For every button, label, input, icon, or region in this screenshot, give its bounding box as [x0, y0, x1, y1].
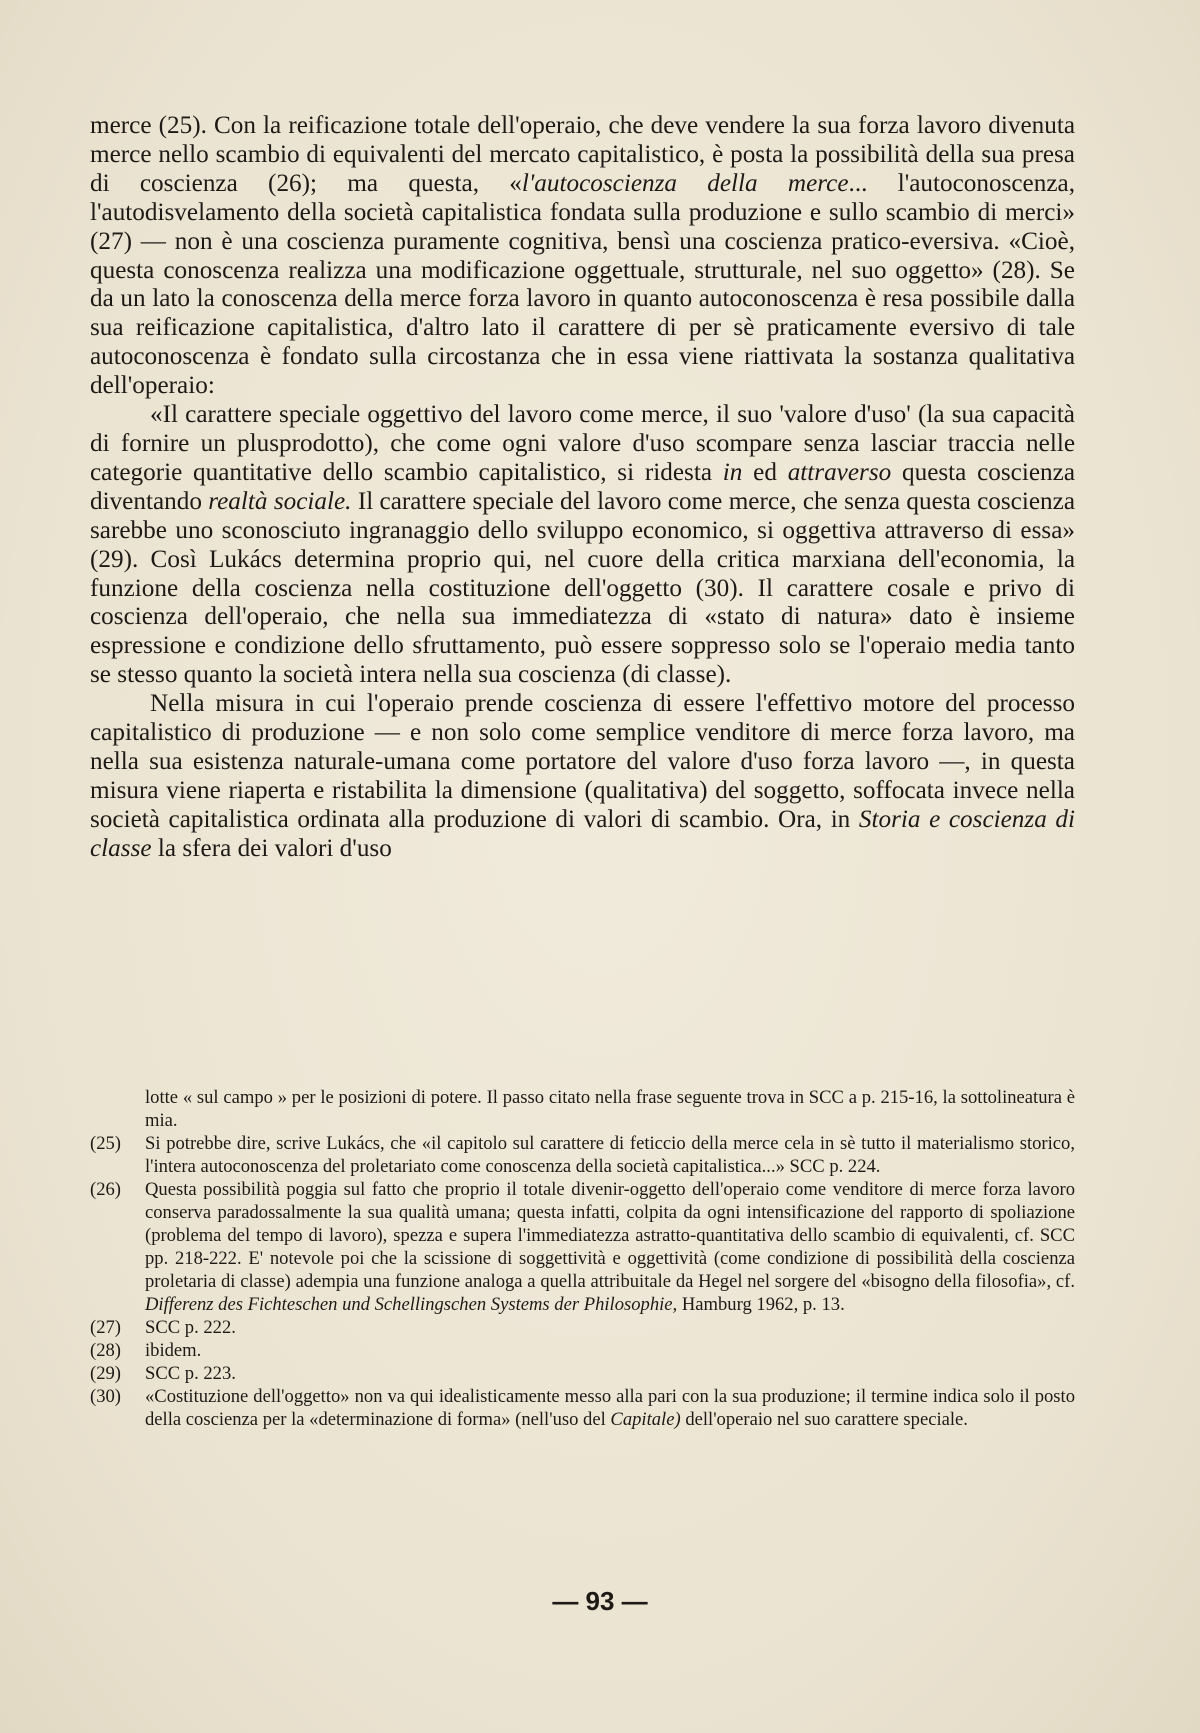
footnote-number: (30) — [90, 1386, 121, 1407]
book-title: Capitale) — [610, 1409, 681, 1430]
footnotes — [90, 1086, 1075, 1431]
footnote-30 — [90, 1385, 1075, 1431]
footnote-29 — [90, 1362, 1075, 1385]
footnote-number: (29) — [90, 1363, 121, 1384]
footnote-text: SCC p. 223. — [145, 1363, 236, 1384]
footnote-27 — [90, 1316, 1075, 1339]
footnote-text: SCC p. 222. — [145, 1317, 236, 1338]
footnote-28 — [90, 1339, 1075, 1362]
emphasis: attraverso — [787, 458, 892, 486]
footnote-text: Questa possibilità poggia sul fatto che proprio il totale divenir-oggetto dell'operaio come venditore di merce forza lavoro conserva paradossalmente la sua qualità umana; questa infatti, colpita da ogni intensificazione del rapporto di spoliazione (problema del tempo di lavoro), spezza e supera l'immediatezza astratto-quantitativa dello scambio di equivalenti, cf. SCC pp. 218-222. E' notevole poi che la scissione di soggettività e oggettività (come condizione di possibilità della coscienza proletaria di classe) adempia una funzione analoga a quella attribuitale da Hegel nel sorgere del «bisogno della filosofia», cf. Differenz des Fichteschen und Schellingschen Systems der Philosophie, Hamburg 1962, p. 13. — [145, 1179, 1075, 1315]
footnote-25 — [90, 1132, 1075, 1178]
emphasis: realtà sociale. — [208, 487, 352, 515]
paragraph-3: Nella misura in cui l'operaio prende coscienza di essere l'effettivo motore del processo capitalistico di produzione — e non solo come semplice venditore di merce forza lavoro, ma nella sua esistenza naturale-umana come portatore del valore d'uso forza lavoro —, in questa misura viene riaperta e ristabilita la dimensione (qualitativa) del soggetto, soffocata invece nella società capitalistica ordinata alla produzione di valori di scambio. Ora, in Storia e coscienza di classe la sfera dei valori d'uso — [90, 690, 1075, 862]
footnote-carryover: lotte « sul campo » per le posizioni di potere. Il passo citato nella frase seguente trova in SCC a p. 215-16, la sottolineatura è mia. — [145, 1087, 1075, 1131]
footnote-number: (27) — [90, 1317, 121, 1338]
paragraph-2-quote: «Il carattere speciale oggettivo del lavoro come merce, il suo 'valore d'uso' (la sua capacità di fornire un plusprodotto), che come ogni valore d'uso scompare senza lasciar traccia nelle categorie quantitative dello scambio capitalistico, si ridesta in ed attraverso questa coscienza diventando realtà sociale. Il carattere speciale del lavoro come merce, che senza questa coscienza sarebbe uno sconosciuto ingranaggio dello sviluppo economico, si oggettiva attraverso di essa» (29). Così Lukács determina proprio qui, nel cuore della critica marxiana dell'economia, la funzione della coscienza nella costituzione dell'oggetto (30). Il carattere cosale e privo di coscienza dell'operaio, che nella sua immediatezza di «stato di natura» dato è insieme espressione e condizione dello sfruttamento, può essere soppresso solo se l'operaio media tanto se stesso quanto la società intera nella sua coscienza (di classe). — [90, 401, 1075, 689]
page-number: — 93 — — [552, 1586, 648, 1616]
emphasis: l'autocoscienza della merce — [521, 169, 849, 197]
footnote-number: (28) — [90, 1340, 121, 1361]
book-title: Differenz des Fichteschen und Schellingschen Systems der Philosophie, — [145, 1294, 678, 1315]
footnote-26 — [90, 1178, 1075, 1316]
footnote-text: «Costituzione dell'oggetto» non va qui idealisticamente messo alla pari con la sua produzione; il termine indica solo il posto della coscienza per la «determinazione di forma» (nell'uso del Capitale) dell'operaio nel suo carattere speciale. — [145, 1386, 1075, 1430]
footnote-number: (26) — [90, 1179, 121, 1200]
footnote-text: Si potrebbe dire, scrive Lukács, che «il capitolo sul carattere di feticcio della merce cela in sè tutto il materialismo storico, l'intera autoconoscenza del proletariato come conoscenza della società capitalistica...» SCC p. 224. — [145, 1133, 1075, 1177]
paragraph-1: merce (25). Con la reificazione totale dell'operaio, che deve vendere la sua forza lavoro divenuta merce nello scambio di equivalenti del mercato capitalistico, è posta la possibilità della sua presa di coscienza (26); ma questa, «l'autocoscienza della merce... l'autoconoscenza, l'autodisvelamento della società capitalistica fondata sulla produzione e sullo scambio di merci» (27) — non è una coscienza puramente cognitiva, bensì una coscienza pratico-eversiva. «Cioè, questa conoscenza realizza una modificazione oggettuale, strutturale, nel suo oggetto» (28). Se da un lato la conoscenza della merce forza lavoro in quanto autoconoscenza è resa possibile dalla sua reificazione capitalistica, d'altro lato il carattere di per sè praticamente eversivo di tale autoconoscenza è fondato sulla circostanza che in essa viene riattivata la sostanza qualitativa dell'operaio: — [90, 112, 1075, 400]
emphasis: in — [722, 458, 743, 486]
book-title: Storia e coscienza di classe — [90, 805, 1075, 862]
footnote-number: (25) — [90, 1133, 121, 1154]
footnote-text: ibidem. — [145, 1340, 202, 1361]
body-text — [90, 112, 1075, 864]
